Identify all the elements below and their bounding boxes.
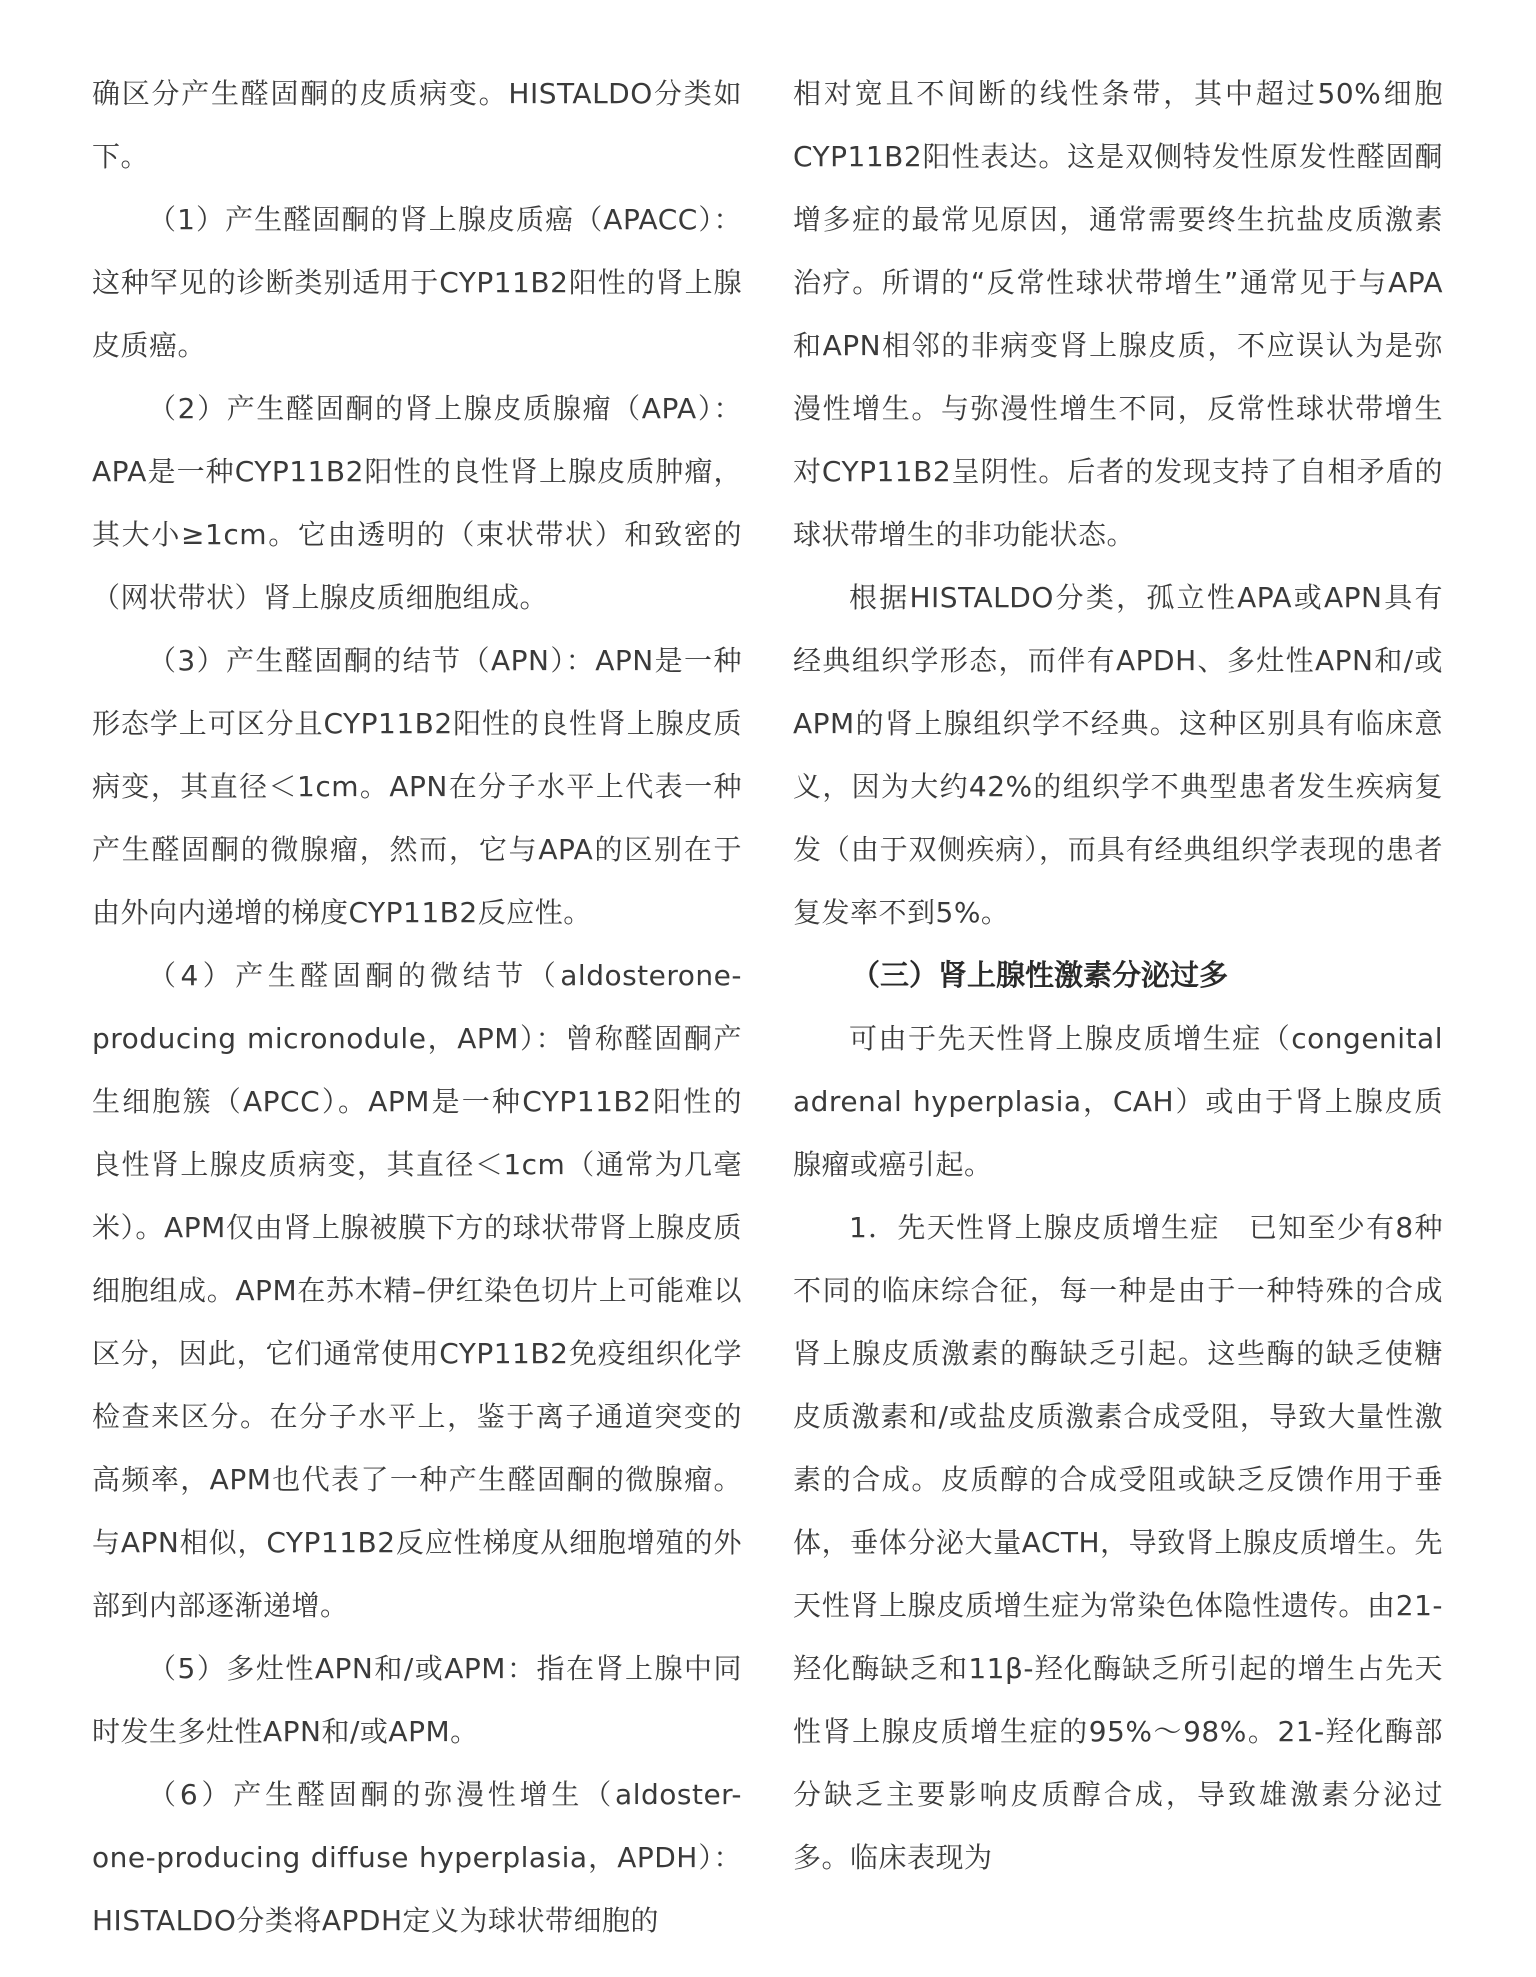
paragraph-cah-intro: 可由于先天性肾上腺皮质增生症（congenital adrenal hyperplasia，CAH）或由于肾上腺皮质腺瘤或癌引起。 xyxy=(793,1022,1443,1181)
paragraph-apm: （4）产生醛固酮的微结节（aldosterone-producing micronodule，APM）：曾称醛固酮产生细胞簇（APCC）。APM是一种CYP11B2阳性的良性肾上腺皮质病变，其直径＜1cm（通常为几毫米）。APM仅由肾上腺被膜下方的球状带肾上腺皮质细胞组成。APM在苏木精–伊红染色切片上可能难以区分，因此，它们通常使用CYP11B2免疫组织化学检查来区分。在分子水平上，鉴于离子通道突变的高频率，APM也代表了一种产生醛固酮的微腺瘤。与APN相似，CYP11B2反应性梯度从细胞增殖的外部到内部逐渐递增。 xyxy=(92,959,742,1622)
paragraph-apn: （3）产生醛固酮的结节（APN）：APN是一种形态学上可区分且CYP11B2阳性的良性肾上腺皮质病变，其直径＜1cm。APN在分子水平上代表一种产生醛固酮的微腺瘤，然而，它与APA的区别在于由外向内递增的梯度CYP11B2反应性。 xyxy=(92,644,742,929)
section-heading: （三）肾上腺性激素分泌过多 xyxy=(851,958,1229,992)
paragraph: 确区分产生醛固酮的皮质病变。HISTALDO分类如下。 xyxy=(92,77,742,173)
paragraph-multifocal: （5）多灶性APN和/或APM：指在肾上腺中同时发生多灶性APN和/或APM。 xyxy=(92,1652,742,1748)
right-column xyxy=(793,62,1443,1889)
paragraph-apa: （2）产生醛固酮的肾上腺皮质腺瘤（APA）：APA是一种CYP11B2阳性的良性肾上腺皮质肿瘤，其大小≥1cm。它由透明的（束状带状）和致密的（网状带状）肾上腺皮质细胞组成。 xyxy=(92,392,742,614)
left-column xyxy=(92,62,742,1952)
paragraph-cah: 1．先天性肾上腺皮质增生症 已知至少有8种不同的临床综合征，每一种是由于一种特殊的合成肾上腺皮质激素的酶缺乏引起。这些酶的缺乏使糖皮质激素和/或盐皮质激素合成受阻，导致大量性激素的合成。皮质醇的合成受阻或缺乏反馈作用于垂体，垂体分泌大量ACTH，导致肾上腺皮质增生。先天性肾上腺皮质增生症为常染色体隐性遗传。由21-羟化酶缺乏和11β-羟化酶缺乏所引起的增生占先天性肾上腺皮质增生症的95%～98%。21-羟化酶部分缺乏主要影响皮质醇合成，导致雄激素分泌过多。临床表现为 xyxy=(793,1211,1443,1874)
paragraph-apdh: （6）产生醛固酮的弥漫性增生（aldoster-one-producing diffuse hyperplasia，APDH）：HISTALDO分类将APDH定义为球状带细胞的 xyxy=(92,1778,742,1937)
paragraph: 相对宽且不间断的线性条带，其中超过50%细胞CYP11B2阳性表达。这是双侧特发性原发性醛固酮增多症的最常见原因，通常需要终生抗盐皮质激素治疗。所谓的“反常性球状带增生”通常见于与APA和APN相邻的非病变肾上腺皮质，不应误认为是弥漫性增生。与弥漫性增生不同，反常性球状带增生对CYP11B2呈阴性。后者的发现支持了自相矛盾的球状带增生的非功能状态。 xyxy=(793,77,1443,551)
paragraph-histaldo: 根据HISTALDO分类，孤立性APA或APN具有经典组织学形态，而伴有APDH、多灶性APN和/或APM的肾上腺组织学不经典。这种区别具有临床意义，因为大约42%的组织学不典型患者发生疾病复发（由于双侧疾病），而具有经典组织学表现的患者复发率不到5%。 xyxy=(793,581,1443,929)
paragraph-apacc: （1）产生醛固酮的肾上腺皮质癌（APACC）：这种罕见的诊断类别适用于CYP11B2阳性的肾上腺皮质癌。 xyxy=(92,203,742,362)
